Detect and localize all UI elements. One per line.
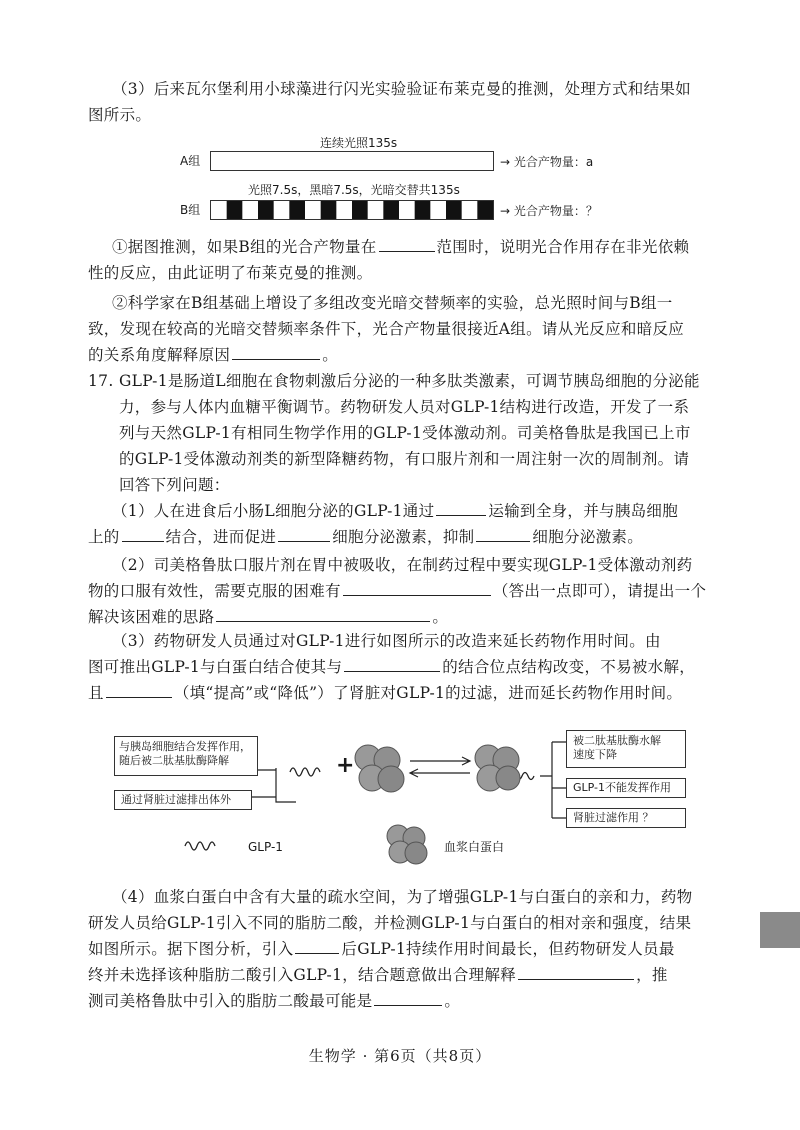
legend-albumin-spheres: [387, 825, 427, 864]
q17-part4-line3: [88, 938, 675, 960]
legend-glp1-squiggle: [185, 842, 215, 850]
q17-p3-b: 图可推出GLP-1与白蛋白结合使其与: [88, 658, 343, 676]
glp1-squiggle: [290, 768, 320, 776]
right-box3-text: 肾脏过滤作用 ？: [573, 811, 654, 824]
q17-p2-c: （答出一点即可），请提出一个: [492, 582, 707, 600]
q16-3-sub2-line2: 致，发现在较高的光暗交替频率条件下，光合产物量很接近A组。请从光反应和暗反应: [88, 320, 685, 338]
q17-p1-d: 结合，进而促进: [165, 528, 277, 546]
q17-p1-f: 细胞分泌激素。: [532, 528, 644, 546]
q17-number: 17.: [88, 372, 114, 390]
q16-3-sub2-line3b: 。: [322, 346, 339, 364]
q17-p2-b: 物的口服有效性，需要克服的困难有: [88, 582, 341, 600]
q17-p1-a: （1）人在进食后小肠L细胞分泌的GLP-1通过: [112, 502, 435, 520]
right-box-hydrolysis-slowed: [566, 730, 686, 768]
q17-part2-line1: （2）司美格鲁肽口服片剂在胃中被吸收，在制药过程中要实现GLP-1受体激动剂药: [112, 556, 693, 574]
q17-part4-line2: 研发人员给GLP-1引入不同的脂肪二酸，并检测GLP-1与白蛋白的相对亲和强度，结果: [88, 914, 692, 932]
groupB-label: B组: [180, 203, 201, 217]
right-box2-text: GLP-1不能发挥作用: [573, 781, 672, 794]
answer-blank-12[interactable]: [518, 965, 634, 980]
q17-p3-e: （填“提高”或“降低”）了肾脏对GLP-1的过滤，进而延长药物作用时间。: [173, 684, 683, 702]
right-box1-line1: 被二肽基肽酶水解: [573, 734, 661, 747]
left-box2-text: 通过肾脏过滤排出体外: [121, 793, 231, 806]
q17-p4-d: 后GLP-1持续作用时间最长，但药物研发人员最: [341, 940, 675, 958]
albumin-spheres-free: [355, 745, 404, 792]
q16-3-sub2-line3a: 的关系角度解释原因: [88, 346, 231, 364]
groupB-caption: 光照7.5s，黑暗7.5s，光暗交替共135s: [248, 183, 460, 197]
left-box-insulin-binding: [114, 736, 258, 776]
q17-intro4: 的GLP-1受体激动剂类的新型降糖药物，有口服片剂和一周注射一次的周制剂。请: [119, 450, 690, 468]
left-box1-line1: 与胰岛细胞结合发挥作用，: [119, 740, 251, 753]
right-box-renal-question: [566, 808, 686, 828]
q17-p1-b: 运输到全身，并与胰岛细胞: [488, 502, 679, 520]
q16-3-line2: 图所示。: [88, 106, 152, 124]
q17-intro5: 回答下列问题：: [119, 476, 230, 494]
right-box-no-function: [566, 778, 686, 798]
left-box1-line2: 随后被二肽基肽酶降解: [119, 754, 229, 767]
q16-3-sub1-b: 范围时，说明光合作用存在非光依赖: [436, 238, 690, 256]
q17-p4-g: 测司美格鲁肽中引入的脂肪二酸最可能是: [88, 992, 373, 1010]
q17-part4-line1: （4）血浆白蛋白中含有大量的疏水空间，为了增强GLP-1与白蛋白的亲和力，药物: [112, 888, 693, 906]
q17-part4-line4: [88, 964, 668, 986]
legend-glp1-label: GLP-1: [248, 840, 283, 854]
answer-blank-13[interactable]: [374, 991, 442, 1006]
q16-3-sub1-line2: 性的反应，由此证明了布莱克曼的推测。: [88, 264, 373, 282]
groupA-label: A组: [180, 154, 201, 168]
groupA-result: → 光合产物量：a: [500, 155, 594, 169]
q16-3-line1: （3）后来瓦尔堡利用小球藻进行闪光实验验证布莱克曼的推测，处理方式和结果如: [112, 80, 691, 98]
q17-p2-e: 。: [432, 608, 449, 626]
albumin-spheres-complex: [475, 745, 520, 791]
answer-blank-11[interactable]: [295, 939, 339, 954]
q17-p4-c: 如图所示。据下图分析，引入: [88, 940, 294, 958]
plus-sign: +: [336, 753, 355, 778]
q17-part4-line5: [88, 990, 460, 1012]
q17-p2-d: 解决该困难的思路: [88, 608, 215, 626]
groupA-caption: 连续光照135s: [320, 136, 398, 150]
q17-intro1: GLP-1是肠道L细胞在食物刺激后分泌的一种多肽类激素，可调节胰岛细胞的分泌能: [119, 372, 700, 390]
q17-p4-h: 。: [444, 992, 461, 1010]
page-footer: 生物学 · 第6页（共8页）: [308, 1047, 492, 1065]
q17-p1-c: 上的: [88, 528, 120, 546]
q17-part3-line1: （3）药物研发人员通过对GLP-1进行如图所示的改造来延长药物作用时间。由: [112, 632, 661, 650]
q17-p4-f: ，推: [636, 966, 668, 984]
q17-intro2: 力，参与人体内血糖平衡调节。药物研发人员对GLP-1结构进行改造，开发了一系: [119, 398, 690, 416]
right-box1-line2: 速度下降: [573, 748, 617, 761]
q17-p3-c: 的结合位点结构改变，不易被水解，: [442, 658, 696, 676]
page-edge-tab: [760, 912, 800, 948]
left-box-renal-filtration: [114, 790, 252, 810]
q17-p4-e: 终并未选择该种脂肪二酸引入GLP-1，结合题意做出合理解释: [88, 966, 517, 984]
legend-albumin-label: 血浆白蛋白: [444, 840, 505, 854]
q16-3-sub2-line1: ②科学家在B组基础上增设了多组改变光暗交替频率的实验，总光照时间与B组一: [112, 294, 673, 312]
q17-p1-e: 细胞分泌激素，抑制: [332, 528, 475, 546]
q16-3-sub1-a: ①据图推测，如果B组的光合产物量在: [112, 238, 377, 256]
q17-intro3: 列与天然GLP-1有相同生物学作用的GLP-1受体激动剂。司美格鲁肽是我国已上市: [119, 424, 691, 442]
groupB-result: → 光合产物量：？: [500, 204, 598, 218]
q17-p3-d: 且: [88, 684, 104, 702]
